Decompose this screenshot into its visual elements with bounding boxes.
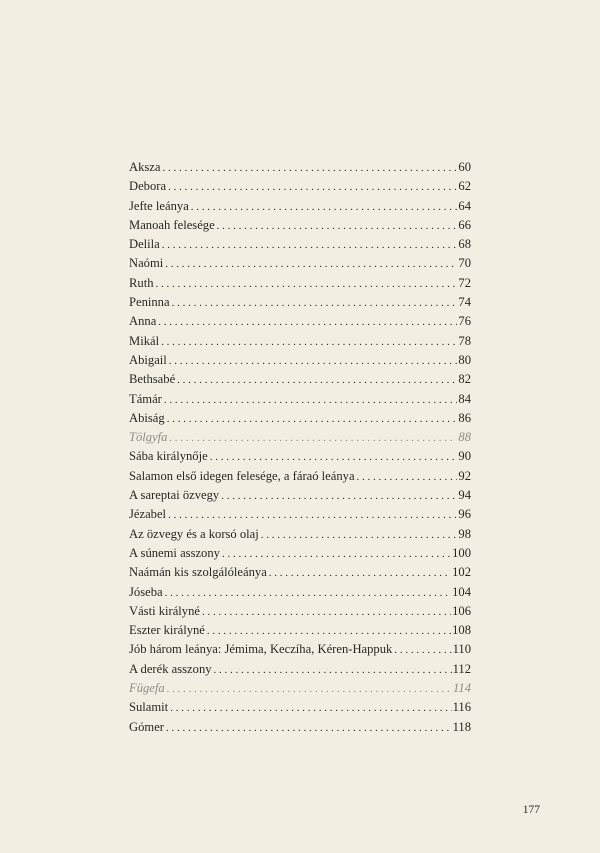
- dot-leader: [165, 255, 457, 273]
- toc-entry-title: Jób három leánya: Jémima, Keczíha, Kéren-Happuk: [129, 642, 393, 657]
- toc-entry: [129, 505, 471, 524]
- toc-entry: [129, 563, 471, 582]
- toc-entry: [129, 293, 471, 312]
- dot-leader: [158, 313, 457, 331]
- toc-entry-title: Bethsabé: [129, 372, 176, 387]
- toc-entry: [129, 274, 471, 293]
- toc-entry: [129, 158, 471, 177]
- toc-entry-title: Jefte leánya: [129, 198, 189, 213]
- toc-entry-title: Tölgyfa: [129, 430, 168, 445]
- toc-entry-title: Peninna: [129, 295, 170, 310]
- toc-entry-page: 98: [458, 526, 471, 541]
- toc-entry: [129, 370, 471, 389]
- toc-entry-page: 82: [458, 372, 471, 387]
- toc-entry: [129, 409, 471, 428]
- toc-entry-page: 78: [458, 333, 471, 348]
- toc-entry: [129, 390, 471, 409]
- dot-leader: [161, 333, 457, 351]
- toc-entry: [129, 718, 471, 737]
- toc-entry-title: Támár: [129, 391, 162, 406]
- dot-leader: [164, 391, 458, 409]
- toc-entry: [129, 467, 471, 486]
- dot-leader: [210, 448, 458, 466]
- toc-entry: [129, 602, 471, 621]
- toc-entry: [129, 621, 471, 640]
- toc-entry-page: 76: [458, 314, 471, 329]
- dot-leader: [207, 622, 451, 640]
- toc-entry-title: Fügefa: [129, 681, 165, 696]
- dot-leader: [191, 198, 458, 216]
- toc-entry-title: A súnemi asszony: [129, 545, 220, 560]
- dot-leader: [222, 545, 451, 563]
- dot-leader: [162, 159, 457, 177]
- toc-entry-title: Aksza: [129, 160, 161, 174]
- toc-entry-title: Az özvegy és a korsó olaj: [129, 526, 259, 541]
- toc-entry-title: Abiság: [129, 410, 165, 425]
- toc-entry: [129, 583, 471, 602]
- dot-leader: [357, 468, 458, 486]
- toc-entry: [129, 640, 471, 659]
- dot-leader: [168, 178, 457, 196]
- toc-entry-page: 112: [452, 661, 471, 676]
- toc-entry: [129, 312, 471, 331]
- toc-entry-title: Vásti királyné: [129, 603, 200, 618]
- toc-entry: [129, 660, 471, 679]
- dot-leader: [217, 217, 458, 235]
- toc-entry: [129, 447, 471, 466]
- dot-leader: [166, 719, 452, 737]
- page-number: 177: [522, 804, 540, 816]
- toc-entry-title: Manoah felesége: [129, 217, 215, 232]
- toc-entry-page: 96: [458, 507, 471, 522]
- toc-entry: [129, 197, 471, 216]
- dot-leader: [202, 603, 451, 621]
- toc-entry-title: Salamon első idegen felesége, a fáraó leánya: [129, 468, 355, 483]
- toc-entry-page: 102: [452, 565, 471, 580]
- toc-entry: [129, 525, 471, 544]
- toc-entry-page: 116: [452, 700, 471, 715]
- toc-entry-title: Naómi: [129, 256, 164, 271]
- toc-entry-title: Eszter királyné: [129, 623, 205, 638]
- toc-entry-title: Anna: [129, 314, 157, 329]
- toc-entry-title: Debora: [129, 179, 167, 194]
- toc-entry-page: 62: [458, 179, 471, 194]
- dot-leader: [167, 680, 451, 698]
- dot-leader: [170, 699, 451, 717]
- toc-entry-title: Jóseba: [129, 584, 163, 599]
- toc-entry: [129, 177, 471, 196]
- dot-leader: [162, 236, 458, 254]
- dot-leader: [169, 352, 458, 370]
- toc-entry-page: 72: [458, 275, 471, 290]
- toc-entry-title: Jézabel: [129, 507, 167, 522]
- toc-entry-page: 92: [458, 468, 471, 483]
- table-of-contents: [129, 158, 471, 737]
- toc-section-entry: [129, 428, 471, 447]
- dot-leader: [165, 584, 452, 602]
- toc-entry: [129, 698, 471, 717]
- toc-entry-page: 74: [458, 295, 471, 310]
- toc-entry-page: 68: [458, 237, 471, 252]
- dot-leader: [214, 661, 452, 679]
- toc-entry-title: Sulamit: [129, 700, 169, 715]
- toc-entry: [129, 235, 471, 254]
- toc-entry: [129, 544, 471, 563]
- toc-entry: [129, 351, 471, 370]
- toc-entry-page: 108: [452, 623, 471, 638]
- dot-leader: [172, 294, 458, 312]
- toc-entry-page: 104: [452, 584, 471, 599]
- toc-entry-page: 90: [458, 449, 471, 464]
- dot-leader: [169, 429, 456, 447]
- toc-entry-title: Sába királynője: [129, 449, 208, 464]
- toc-entry-page: 64: [458, 198, 471, 213]
- toc-entry-page: 86: [458, 410, 471, 425]
- dot-leader: [167, 410, 458, 428]
- toc-entry-page: 84: [458, 391, 471, 406]
- dot-leader: [261, 526, 458, 544]
- dot-leader: [394, 641, 451, 659]
- toc-entry: [129, 486, 471, 505]
- toc-entry-title: A sareptai özvegy: [129, 488, 220, 503]
- dot-leader: [269, 564, 451, 582]
- dot-leader: [177, 371, 457, 389]
- toc-entry-page: 118: [452, 719, 471, 734]
- toc-entry-page: 114: [453, 681, 471, 696]
- toc-entry-title: Ruth: [129, 275, 154, 290]
- toc-section-entry: [129, 679, 471, 698]
- toc-entry-title: Naámán kis szolgálóleánya: [129, 565, 267, 580]
- dot-leader: [221, 487, 457, 505]
- toc-entry-page: 94: [458, 488, 471, 503]
- toc-entry: [129, 254, 471, 273]
- toc-entry-page: 88: [458, 430, 471, 445]
- dot-leader: [156, 275, 458, 293]
- toc-entry-page: 60: [458, 160, 471, 174]
- toc-entry-title: A derék asszony: [129, 661, 212, 676]
- toc-entry-title: Mikál: [129, 333, 160, 348]
- toc-entry-page: 110: [452, 642, 471, 657]
- toc-entry-page: 70: [458, 256, 471, 271]
- toc-entry-page: 66: [458, 217, 471, 232]
- toc-entry-page: 106: [452, 603, 471, 618]
- toc-entry-title: Gómer: [129, 719, 164, 734]
- toc-entry-title: Abigail: [129, 352, 167, 367]
- dot-leader: [168, 506, 457, 524]
- toc-entry: [129, 216, 471, 235]
- toc-entry-title: Delila: [129, 237, 160, 252]
- toc-entry-page: 80: [458, 352, 471, 367]
- toc-entry-page: 100: [452, 545, 471, 560]
- toc-entry: [129, 332, 471, 351]
